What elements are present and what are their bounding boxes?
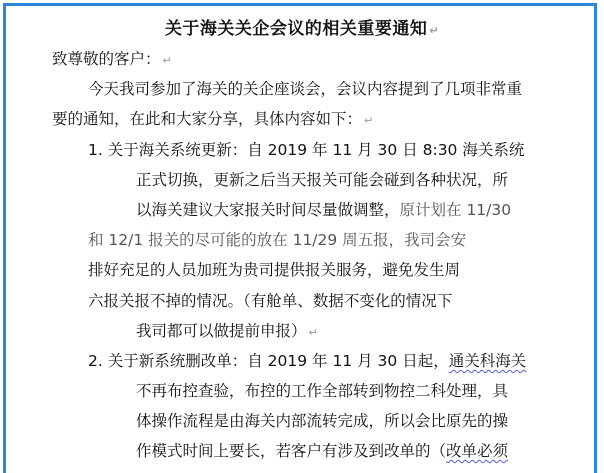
item2-text-4b: 改单必须: [446, 442, 509, 460]
item1-text-1: 关于海关系统更新：自 2019 年 11 月 30 日 8:30 海关系统: [107, 141, 525, 159]
item1-line-3: [136, 203, 511, 219]
item1-line-4: [88, 233, 466, 249]
item2-text-2: 不再布控查验，布控的工作全部转到物控二科处理，具: [136, 382, 509, 400]
item1-text-4: 和 12/1 报关的尽可能的放在 11/29 周五报，我司会安: [88, 231, 467, 249]
item1-text-3a: 以海关建议大家报关时间尽量做调整，: [136, 201, 400, 219]
item1-text-2: 正式切换，更新之后当天报关可能会碰到各种状况，所: [136, 171, 509, 189]
item1-line-7: [136, 324, 318, 340]
paragraph-mark: ↵: [364, 114, 374, 127]
item2-text-3: 体操作流程是由海关内部流转完成，所以会比原先的操: [136, 412, 509, 430]
item1-line-5: [88, 263, 460, 279]
item1-line-1: [88, 143, 524, 159]
item2-line-2: [136, 384, 508, 400]
intro-line-2: [52, 112, 373, 128]
paragraph-mark: ↵: [162, 54, 172, 67]
item1-text-3b: 原计划在 11/30: [399, 201, 512, 219]
page-title: [0, 14, 604, 39]
greeting-line: [52, 52, 172, 68]
item2-line-3: [136, 414, 508, 430]
title-text: 关于海关关企会议的相关重要通知: [164, 19, 428, 39]
paragraph-mark: ↵: [308, 326, 318, 339]
item2-line-4: [136, 444, 508, 460]
item1-number: 1.: [88, 141, 103, 159]
intro-text-1: 今天我司参加了海关的关企座谈会，会议内容提到了几项非常重: [88, 80, 523, 98]
item2-number: 2.: [88, 352, 103, 370]
greeting-text: 致尊敬的客户：: [52, 50, 161, 68]
item2-text-1b: 通关科海关: [448, 352, 527, 370]
item1-text-5: 排好充足的人员加班为贵司提供报关服务，避免发生周: [88, 261, 461, 279]
paragraph-mark: ↵: [429, 24, 440, 37]
intro-text-2: 要的通知，在此和大家分享，具体内容如下：: [52, 110, 363, 128]
item1-line-2: [136, 173, 508, 189]
item1-text-6: 六报关报不掉的情况。（有舱单、数据不变化的情况下: [88, 292, 453, 310]
intro-line-1: [88, 82, 522, 98]
item2-text-1a: 关于新系统删改单：自 2019 年 11 月 30 日起，: [107, 352, 449, 370]
item2-text-4a: 作模式时间上要长，若客户有涉及到改单的（: [136, 442, 447, 460]
item1-line-6: [88, 294, 452, 310]
item2-line-1: [88, 354, 526, 370]
item1-text-7: 我司都可以做提前申报）: [136, 322, 307, 340]
